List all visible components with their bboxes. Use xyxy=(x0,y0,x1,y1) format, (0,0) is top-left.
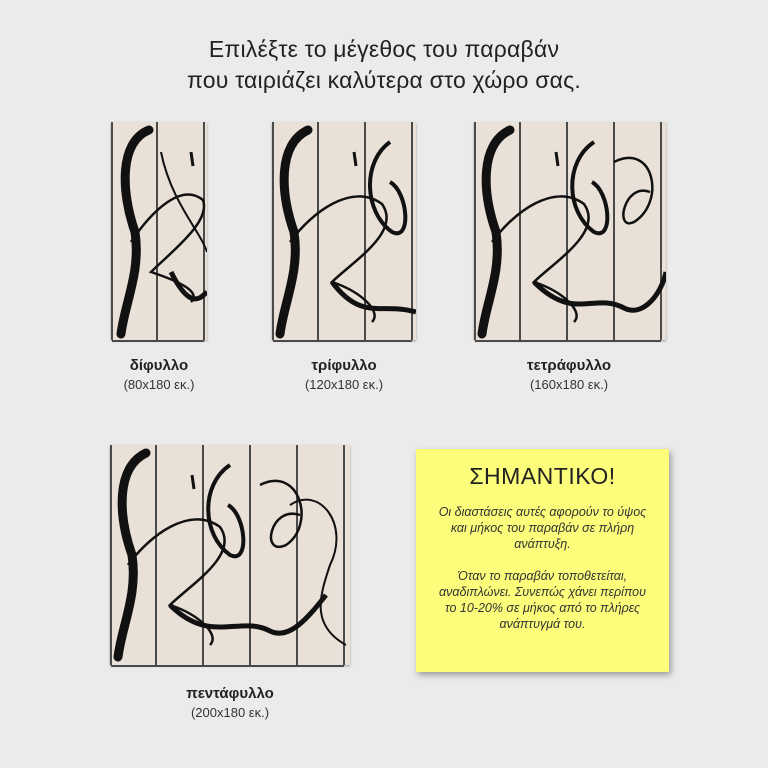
option-dimensions: (120x180 εκ.) xyxy=(304,377,384,392)
page-heading xyxy=(0,34,768,96)
screen-panel xyxy=(568,122,615,340)
option-dimensions: (200x180 εκ.) xyxy=(190,705,270,720)
screen-panel xyxy=(615,122,662,340)
option-dimensions: (160x180 εκ.) xyxy=(529,377,609,392)
option-dimensions: (80x180 εκ.) xyxy=(123,377,195,392)
heading-line-1: Επιλέξτε το μέγεθος του παραβάν xyxy=(208,36,560,62)
screen-panel xyxy=(204,445,251,665)
screen-panel xyxy=(474,122,521,340)
screen-panel xyxy=(111,122,158,340)
screen-panel xyxy=(158,122,205,340)
notice-title: ΣΗΜΑΝΤΙΚΟ! xyxy=(469,463,616,489)
option-3-panel[interactable] xyxy=(285,357,403,395)
screen-panel xyxy=(110,445,157,665)
option-name: πεντάφυλλο xyxy=(186,685,274,702)
screen-panel xyxy=(251,445,298,665)
screen-panel xyxy=(319,122,366,340)
notice-paragraph-1: Οι διαστάσεις αυτές αφορούν το ύψος και μήκος του παραβάν σε πλήρη ανάπτυξη. xyxy=(438,505,647,551)
screen-5-panel-image[interactable] xyxy=(110,445,350,665)
screen-panel xyxy=(272,122,319,340)
important-notice xyxy=(416,449,669,672)
option-name: τρίφυλλο xyxy=(311,357,377,374)
screen-2-panel-image[interactable] xyxy=(111,122,207,340)
option-name: δίφυλλο xyxy=(129,357,189,374)
option-4-panel[interactable] xyxy=(510,357,628,395)
screen-3-panel-image[interactable] xyxy=(272,122,416,340)
option-2-panel[interactable] xyxy=(100,357,218,395)
option-name: τετράφυλλο xyxy=(526,357,612,374)
notice-paragraph-2: Όταν το παραβάν τοποθετείται, αναδιπλώνει. Συνεπώς χάνει περίπου το 10-20% σε μήκος από το πλήρες ανάπτυγμά του. xyxy=(439,569,646,631)
option-5-panel[interactable] xyxy=(171,685,289,723)
screen-panel xyxy=(521,122,568,340)
heading-line-2: που ταιριάζει καλύτερα στο χώρο σας. xyxy=(187,67,581,93)
screen-panel xyxy=(157,445,204,665)
screen-4-panel-image[interactable] xyxy=(474,122,666,340)
screen-panel xyxy=(366,122,413,340)
screen-panel xyxy=(298,445,345,665)
